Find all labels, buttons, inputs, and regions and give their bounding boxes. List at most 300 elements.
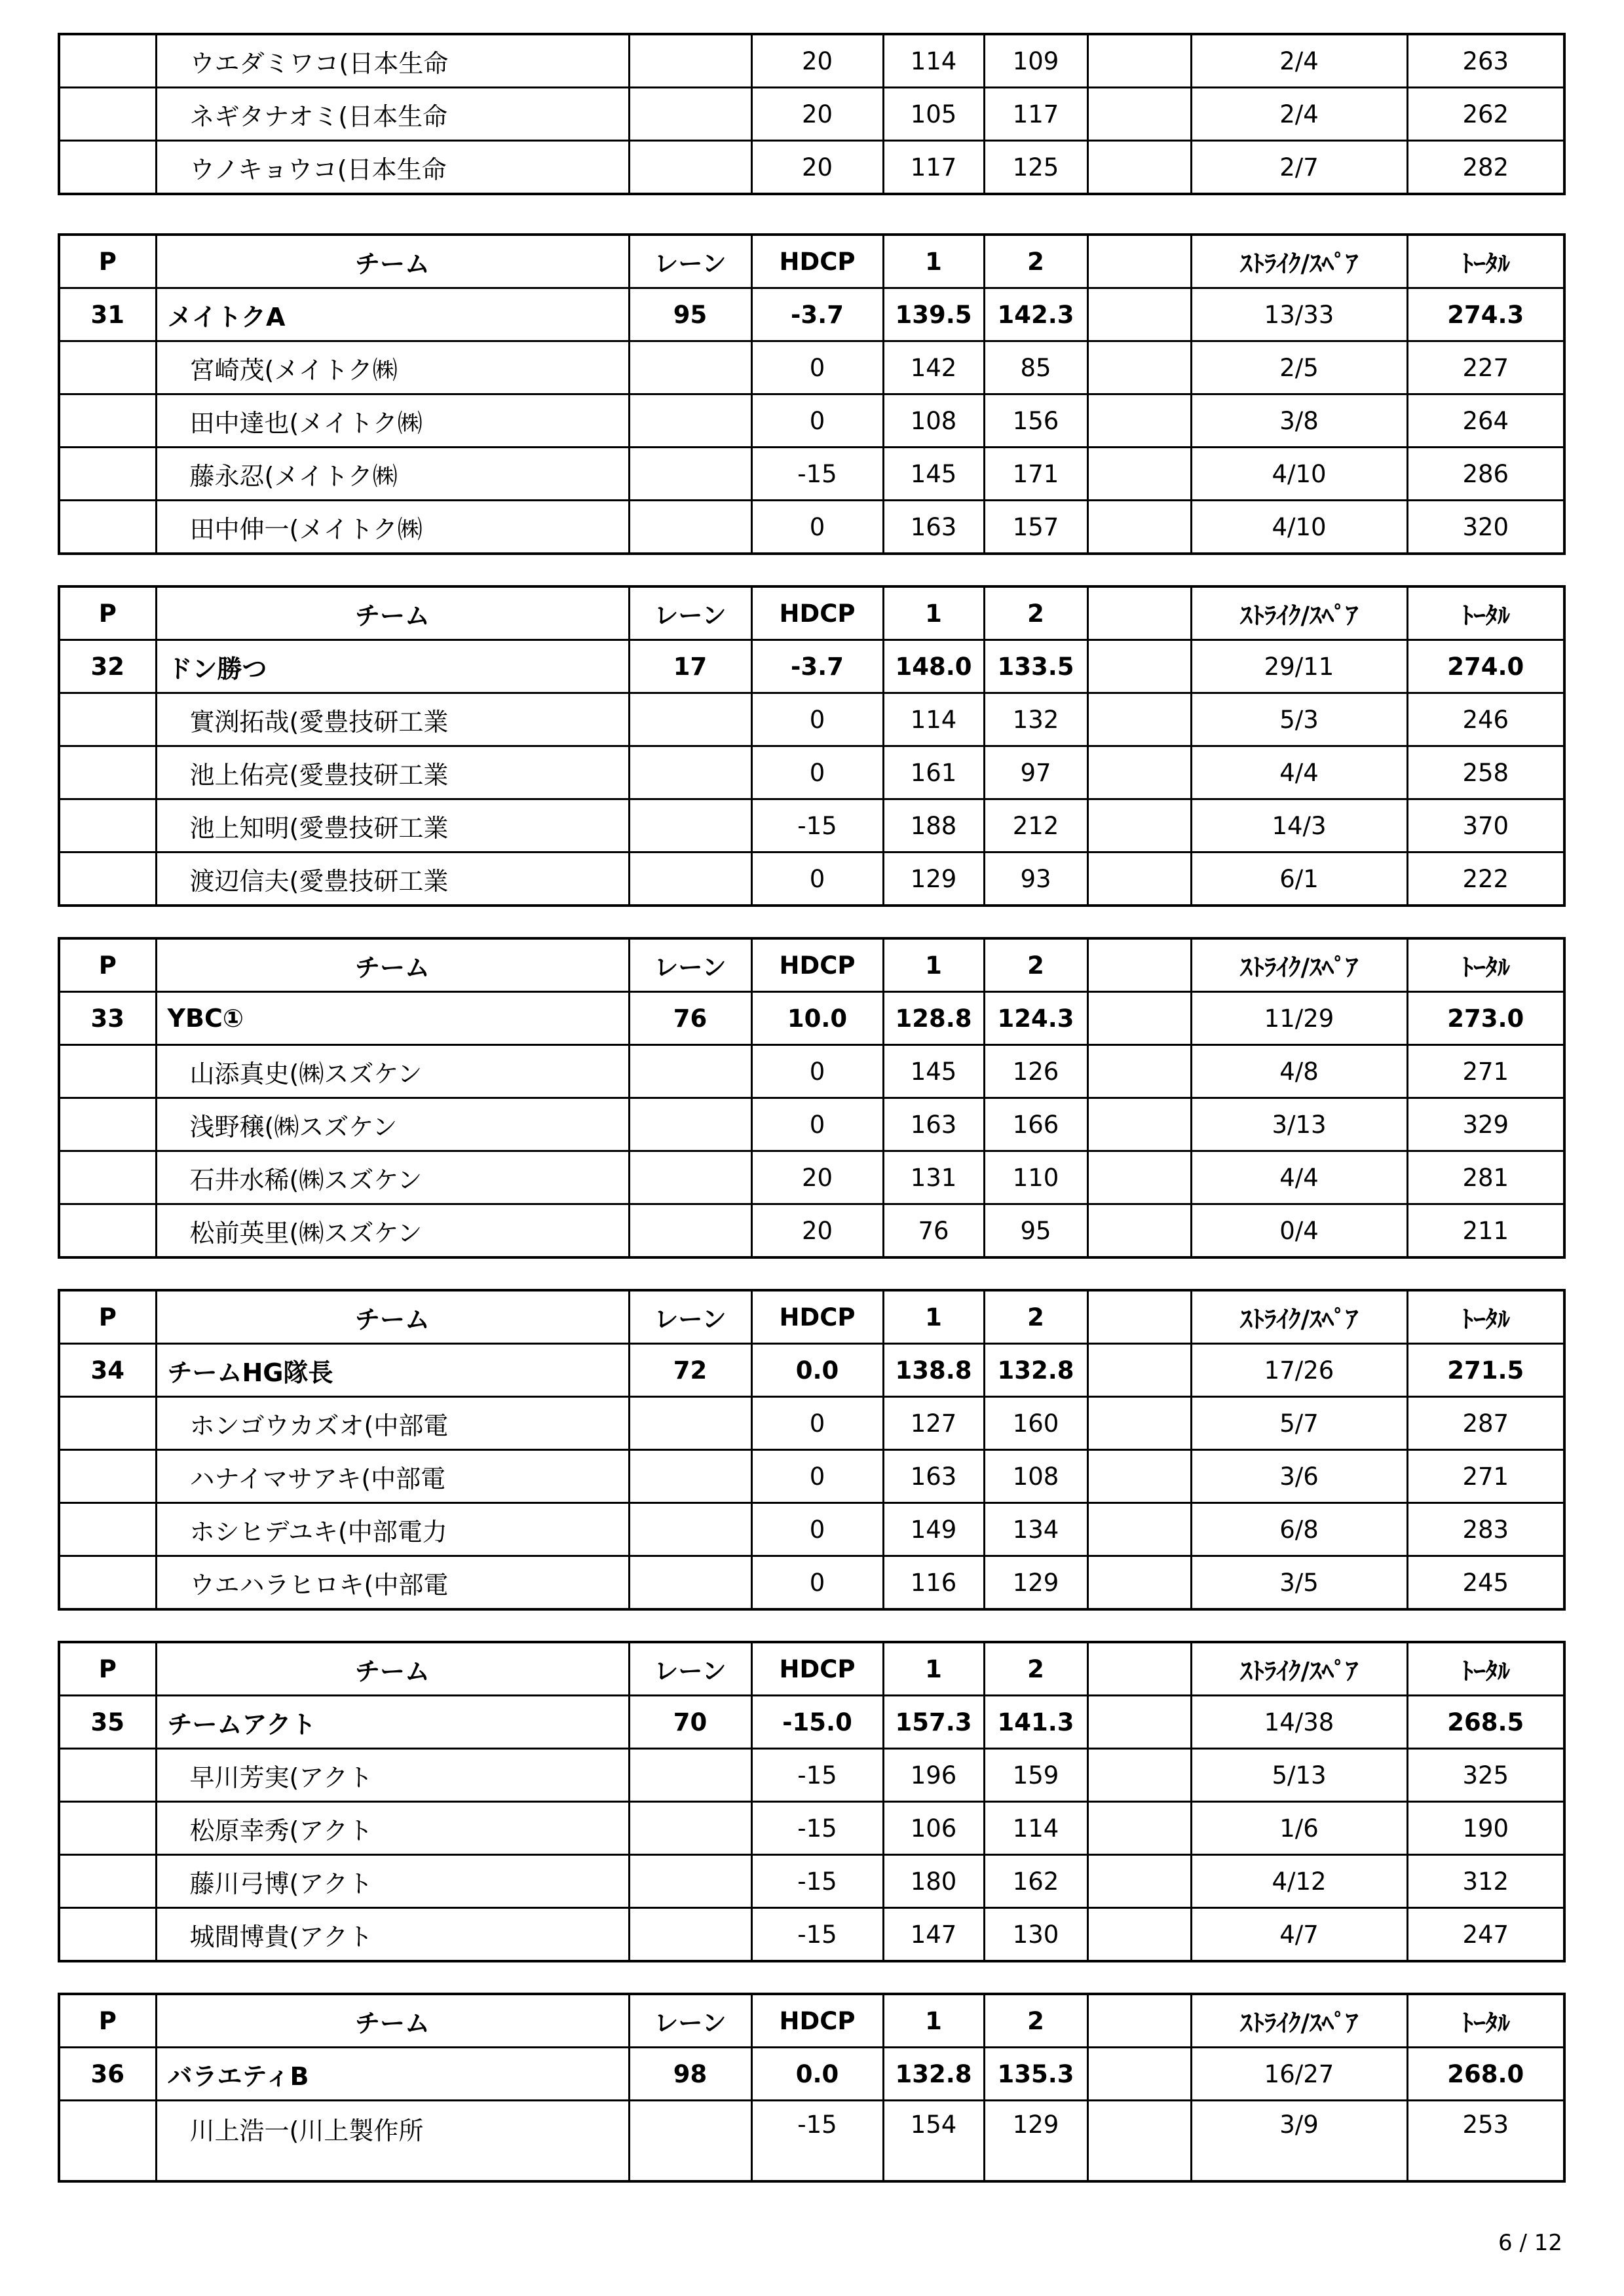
header-game-2: 2 bbox=[984, 938, 1087, 992]
player-row bbox=[59, 1450, 1564, 1503]
player-hdcp: 0 bbox=[751, 1450, 883, 1503]
player-strike-spare: 4/12 bbox=[1191, 1855, 1407, 1908]
player-lane bbox=[629, 501, 751, 554]
team-strike-spare: 11/29 bbox=[1191, 992, 1407, 1045]
player-row bbox=[59, 501, 1564, 554]
player-position bbox=[59, 394, 156, 448]
player-position bbox=[59, 799, 156, 852]
team-strike-spare: 29/11 bbox=[1191, 640, 1407, 693]
team-total: 274.0 bbox=[1407, 640, 1564, 693]
header-game-3 bbox=[1087, 1994, 1191, 2048]
player-lane bbox=[629, 394, 751, 448]
player-name: 實渕拓哉(愛豊技研工業 bbox=[156, 693, 629, 746]
player-name: ホンゴウカズオ(中部電 bbox=[156, 1397, 629, 1450]
team-total: 268.5 bbox=[1407, 1696, 1564, 1749]
player-game-1: 154 bbox=[883, 2101, 984, 2182]
player-name: ウノキョウコ(日本生命 bbox=[156, 141, 629, 195]
header-hdcp: HDCP bbox=[751, 938, 883, 992]
player-row bbox=[59, 448, 1564, 501]
header-game-1: 1 bbox=[883, 1290, 984, 1344]
header-team: チーム bbox=[156, 1994, 629, 2048]
player-game-2: 108 bbox=[984, 1450, 1087, 1503]
player-name: ハナイマサアキ(中部電 bbox=[156, 1450, 629, 1503]
page-number: 6 / 12 bbox=[1498, 2230, 1562, 2256]
player-total: 263 bbox=[1407, 34, 1564, 88]
player-game-1: 131 bbox=[883, 1151, 984, 1204]
player-position bbox=[59, 1045, 156, 1098]
player-hdcp: -15 bbox=[751, 1855, 883, 1908]
header-game-1: 1 bbox=[883, 235, 984, 288]
player-strike-spare: 2/4 bbox=[1191, 34, 1407, 88]
team-strike-spare: 13/33 bbox=[1191, 288, 1407, 341]
player-game-3 bbox=[1087, 1503, 1191, 1556]
player-game-2: 130 bbox=[984, 1908, 1087, 1962]
header-game-3 bbox=[1087, 1290, 1191, 1344]
player-position bbox=[59, 852, 156, 906]
header-lane: レーン bbox=[629, 938, 751, 992]
player-hdcp: 0 bbox=[751, 1503, 883, 1556]
player-lane bbox=[629, 1908, 751, 1962]
player-position bbox=[59, 746, 156, 799]
header-row bbox=[59, 938, 1564, 992]
player-game-1: 76 bbox=[883, 1204, 984, 1258]
player-game-2: 117 bbox=[984, 88, 1087, 141]
player-total: 246 bbox=[1407, 693, 1564, 746]
player-game-3 bbox=[1087, 852, 1191, 906]
team-lane: 17 bbox=[629, 640, 751, 693]
player-row bbox=[59, 1045, 1564, 1098]
header-row bbox=[59, 1290, 1564, 1344]
player-strike-spare: 6/8 bbox=[1191, 1503, 1407, 1556]
player-game-1: 163 bbox=[883, 1450, 984, 1503]
team-position: 36 bbox=[59, 2048, 156, 2101]
player-position bbox=[59, 1450, 156, 1503]
player-game-2: 95 bbox=[984, 1204, 1087, 1258]
player-strike-spare: 2/5 bbox=[1191, 341, 1407, 394]
player-lane bbox=[629, 1397, 751, 1450]
player-total: 258 bbox=[1407, 746, 1564, 799]
player-position bbox=[59, 448, 156, 501]
player-row bbox=[59, 394, 1564, 448]
team-row bbox=[59, 2048, 1564, 2101]
player-hdcp: 20 bbox=[751, 1204, 883, 1258]
player-game-2: 160 bbox=[984, 1397, 1087, 1450]
header-row bbox=[59, 1642, 1564, 1696]
team-table-35 bbox=[58, 1641, 1566, 1962]
player-lane bbox=[629, 341, 751, 394]
player-row bbox=[59, 799, 1564, 852]
team-row bbox=[59, 1696, 1564, 1749]
team-lane: 76 bbox=[629, 992, 751, 1045]
team-strike-spare: 17/26 bbox=[1191, 1344, 1407, 1397]
player-total: 283 bbox=[1407, 1503, 1564, 1556]
header-strike-spare: ｽﾄﾗｲｸ/ｽﾍﾟｱ bbox=[1191, 235, 1407, 288]
header-strike-spare: ｽﾄﾗｲｸ/ｽﾍﾟｱ bbox=[1191, 1290, 1407, 1344]
player-game-1: 106 bbox=[883, 1802, 984, 1855]
player-row bbox=[59, 1151, 1564, 1204]
player-name: 藤川弓博(アクト bbox=[156, 1855, 629, 1908]
team-position: 33 bbox=[59, 992, 156, 1045]
player-position bbox=[59, 1397, 156, 1450]
player-game-1: 145 bbox=[883, 1045, 984, 1098]
player-strike-spare: 0/4 bbox=[1191, 1204, 1407, 1258]
header-game-2: 2 bbox=[984, 1994, 1087, 2048]
player-game-2: 171 bbox=[984, 448, 1087, 501]
team-game-1: 157.3 bbox=[883, 1696, 984, 1749]
player-game-2: 110 bbox=[984, 1151, 1087, 1204]
player-total: 282 bbox=[1407, 141, 1564, 195]
header-lane: レーン bbox=[629, 1642, 751, 1696]
player-game-3 bbox=[1087, 34, 1191, 88]
team-game-3 bbox=[1087, 288, 1191, 341]
player-strike-spare: 2/7 bbox=[1191, 141, 1407, 195]
player-hdcp: -15 bbox=[751, 1749, 883, 1802]
header-p: P bbox=[59, 235, 156, 288]
team-name: メイトクA bbox=[156, 288, 629, 341]
player-game-2: 166 bbox=[984, 1098, 1087, 1151]
header-lane: レーン bbox=[629, 1994, 751, 2048]
header-strike-spare: ｽﾄﾗｲｸ/ｽﾍﾟｱ bbox=[1191, 1642, 1407, 1696]
team-game-2: 132.8 bbox=[984, 1344, 1087, 1397]
team-position: 31 bbox=[59, 288, 156, 341]
player-game-2: 159 bbox=[984, 1749, 1087, 1802]
player-game-3 bbox=[1087, 799, 1191, 852]
player-name: 松前英里(㈱スズケン bbox=[156, 1204, 629, 1258]
player-total: 222 bbox=[1407, 852, 1564, 906]
team-position: 35 bbox=[59, 1696, 156, 1749]
player-game-3 bbox=[1087, 1556, 1191, 1610]
player-game-2: 132 bbox=[984, 693, 1087, 746]
header-lane: レーン bbox=[629, 586, 751, 640]
team-game-2: 142.3 bbox=[984, 288, 1087, 341]
header-game-3 bbox=[1087, 938, 1191, 992]
player-total: 227 bbox=[1407, 341, 1564, 394]
player-game-1: 180 bbox=[883, 1855, 984, 1908]
team-game-1: 132.8 bbox=[883, 2048, 984, 2101]
player-game-1: 114 bbox=[883, 693, 984, 746]
player-lane bbox=[629, 1855, 751, 1908]
player-strike-spare: 4/10 bbox=[1191, 501, 1407, 554]
team-table-33 bbox=[58, 937, 1566, 1259]
team-strike-spare: 16/27 bbox=[1191, 2048, 1407, 2101]
player-hdcp: -15 bbox=[751, 1908, 883, 1962]
player-name: 田中伸一(メイトク㈱ bbox=[156, 501, 629, 554]
player-name: 田中達也(メイトク㈱ bbox=[156, 394, 629, 448]
header-total: ﾄｰﾀﾙ bbox=[1407, 1642, 1564, 1696]
player-lane bbox=[629, 1098, 751, 1151]
team-position: 34 bbox=[59, 1344, 156, 1397]
player-game-3 bbox=[1087, 1855, 1191, 1908]
team-game-2: 141.3 bbox=[984, 1696, 1087, 1749]
header-p: P bbox=[59, 1642, 156, 1696]
player-name: 藤永忍(メイトク㈱ bbox=[156, 448, 629, 501]
player-strike-spare: 2/4 bbox=[1191, 88, 1407, 141]
team-lane: 95 bbox=[629, 288, 751, 341]
player-lane bbox=[629, 141, 751, 195]
team-position: 32 bbox=[59, 640, 156, 693]
player-row bbox=[59, 141, 1564, 195]
player-hdcp: 20 bbox=[751, 1151, 883, 1204]
player-hdcp: -15 bbox=[751, 1802, 883, 1855]
player-position bbox=[59, 2101, 156, 2182]
player-game-1: 196 bbox=[883, 1749, 984, 1802]
player-lane bbox=[629, 746, 751, 799]
partial-team-table bbox=[58, 33, 1566, 195]
player-game-2: 134 bbox=[984, 1503, 1087, 1556]
player-name: 宮崎茂(メイトク㈱ bbox=[156, 341, 629, 394]
header-p: P bbox=[59, 1994, 156, 2048]
team-game-1: 139.5 bbox=[883, 288, 984, 341]
player-position bbox=[59, 1204, 156, 1258]
player-lane bbox=[629, 1045, 751, 1098]
player-hdcp: 0 bbox=[751, 746, 883, 799]
player-row bbox=[59, 1908, 1564, 1962]
header-row bbox=[59, 235, 1564, 288]
player-name: 池上知明(愛豊技研工業 bbox=[156, 799, 629, 852]
player-game-1: 114 bbox=[883, 34, 984, 88]
team-game-2: 135.3 bbox=[984, 2048, 1087, 2101]
player-total: 325 bbox=[1407, 1749, 1564, 1802]
player-position bbox=[59, 141, 156, 195]
team-total: 273.0 bbox=[1407, 992, 1564, 1045]
player-total: 287 bbox=[1407, 1397, 1564, 1450]
player-position bbox=[59, 341, 156, 394]
player-hdcp: 0 bbox=[751, 1556, 883, 1610]
player-game-3 bbox=[1087, 1802, 1191, 1855]
header-team: チーム bbox=[156, 586, 629, 640]
team-name: チームHG隊長 bbox=[156, 1344, 629, 1397]
player-position bbox=[59, 1855, 156, 1908]
player-hdcp: -15 bbox=[751, 799, 883, 852]
player-hdcp: -15 bbox=[751, 2101, 883, 2182]
header-game-1: 1 bbox=[883, 938, 984, 992]
player-strike-spare: 3/6 bbox=[1191, 1450, 1407, 1503]
player-game-1: 116 bbox=[883, 1556, 984, 1610]
player-total: 271 bbox=[1407, 1450, 1564, 1503]
header-p: P bbox=[59, 586, 156, 640]
player-row bbox=[59, 746, 1564, 799]
player-position bbox=[59, 1908, 156, 1962]
player-lane bbox=[629, 1450, 751, 1503]
header-hdcp: HDCP bbox=[751, 586, 883, 640]
player-lane bbox=[629, 1749, 751, 1802]
player-name: 池上佑亮(愛豊技研工業 bbox=[156, 746, 629, 799]
header-game-1: 1 bbox=[883, 586, 984, 640]
player-total: 264 bbox=[1407, 394, 1564, 448]
player-strike-spare: 6/1 bbox=[1191, 852, 1407, 906]
player-strike-spare: 4/10 bbox=[1191, 448, 1407, 501]
player-strike-spare: 3/13 bbox=[1191, 1098, 1407, 1151]
player-position bbox=[59, 1749, 156, 1802]
team-name: バラエティB bbox=[156, 2048, 629, 2101]
team-game-3 bbox=[1087, 2048, 1191, 2101]
player-strike-spare: 4/8 bbox=[1191, 1045, 1407, 1098]
player-game-2: 114 bbox=[984, 1802, 1087, 1855]
header-team: チーム bbox=[156, 938, 629, 992]
player-strike-spare: 3/9 bbox=[1191, 2101, 1407, 2182]
player-position bbox=[59, 88, 156, 141]
player-name: ネギタナオミ(日本生命 bbox=[156, 88, 629, 141]
player-total: 247 bbox=[1407, 1908, 1564, 1962]
team-total: 271.5 bbox=[1407, 1344, 1564, 1397]
player-row bbox=[59, 852, 1564, 906]
team-lane: 72 bbox=[629, 1344, 751, 1397]
player-game-3 bbox=[1087, 693, 1191, 746]
player-game-3 bbox=[1087, 448, 1191, 501]
player-game-3 bbox=[1087, 1749, 1191, 1802]
player-strike-spare: 3/8 bbox=[1191, 394, 1407, 448]
header-game-1: 1 bbox=[883, 1994, 984, 2048]
team-hdcp: -3.7 bbox=[751, 640, 883, 693]
team-row bbox=[59, 640, 1564, 693]
player-position bbox=[59, 501, 156, 554]
player-hdcp: 0 bbox=[751, 1397, 883, 1450]
header-hdcp: HDCP bbox=[751, 1290, 883, 1344]
team-hdcp: 0.0 bbox=[751, 1344, 883, 1397]
team-total: 274.3 bbox=[1407, 288, 1564, 341]
player-name: 早川芳実(アクト bbox=[156, 1749, 629, 1802]
player-total: 253 bbox=[1407, 2101, 1564, 2182]
player-hdcp: 0 bbox=[751, 1045, 883, 1098]
player-position bbox=[59, 1802, 156, 1855]
player-game-1: 163 bbox=[883, 501, 984, 554]
player-position bbox=[59, 1151, 156, 1204]
player-lane bbox=[629, 88, 751, 141]
player-game-2: 129 bbox=[984, 2101, 1087, 2182]
header-game-3 bbox=[1087, 235, 1191, 288]
header-game-3 bbox=[1087, 1642, 1191, 1696]
player-game-1: 127 bbox=[883, 1397, 984, 1450]
player-strike-spare: 5/7 bbox=[1191, 1397, 1407, 1450]
player-game-1: 147 bbox=[883, 1908, 984, 1962]
player-game-2: 93 bbox=[984, 852, 1087, 906]
player-name: 松原幸秀(アクト bbox=[156, 1802, 629, 1855]
header-strike-spare: ｽﾄﾗｲｸ/ｽﾍﾟｱ bbox=[1191, 586, 1407, 640]
player-game-3 bbox=[1087, 1151, 1191, 1204]
team-row bbox=[59, 992, 1564, 1045]
player-position bbox=[59, 1503, 156, 1556]
player-row bbox=[59, 1204, 1564, 1258]
player-name: ウエダミワコ(日本生命 bbox=[156, 34, 629, 88]
team-game-1: 128.8 bbox=[883, 992, 984, 1045]
player-total: 281 bbox=[1407, 1151, 1564, 1204]
player-game-3 bbox=[1087, 394, 1191, 448]
player-hdcp: 0 bbox=[751, 394, 883, 448]
player-name: 川上浩一(川上製作所 bbox=[156, 2101, 629, 2182]
player-hdcp: 20 bbox=[751, 34, 883, 88]
player-lane bbox=[629, 1151, 751, 1204]
team-table-34 bbox=[58, 1289, 1566, 1611]
player-game-2: 109 bbox=[984, 34, 1087, 88]
team-game-2: 133.5 bbox=[984, 640, 1087, 693]
player-lane bbox=[629, 448, 751, 501]
player-lane bbox=[629, 693, 751, 746]
player-total: 312 bbox=[1407, 1855, 1564, 1908]
team-game-1: 138.8 bbox=[883, 1344, 984, 1397]
player-strike-spare: 5/13 bbox=[1191, 1749, 1407, 1802]
team-strike-spare: 14/38 bbox=[1191, 1696, 1407, 1749]
team-game-3 bbox=[1087, 992, 1191, 1045]
player-hdcp: 0 bbox=[751, 341, 883, 394]
player-game-2: 125 bbox=[984, 141, 1087, 195]
header-game-2: 2 bbox=[984, 1290, 1087, 1344]
player-total: 329 bbox=[1407, 1098, 1564, 1151]
player-name: 石井水稀(㈱スズケン bbox=[156, 1151, 629, 1204]
player-total: 211 bbox=[1407, 1204, 1564, 1258]
player-hdcp: 0 bbox=[751, 693, 883, 746]
player-game-3 bbox=[1087, 1450, 1191, 1503]
player-strike-spare: 4/7 bbox=[1191, 1908, 1407, 1962]
player-position bbox=[59, 34, 156, 88]
player-position bbox=[59, 693, 156, 746]
player-total: 190 bbox=[1407, 1802, 1564, 1855]
header-strike-spare: ｽﾄﾗｲｸ/ｽﾍﾟｱ bbox=[1191, 938, 1407, 992]
player-lane bbox=[629, 2101, 751, 2182]
player-row bbox=[59, 34, 1564, 88]
player-game-1: 105 bbox=[883, 88, 984, 141]
header-strike-spare: ｽﾄﾗｲｸ/ｽﾍﾟｱ bbox=[1191, 1994, 1407, 2048]
header-hdcp: HDCP bbox=[751, 235, 883, 288]
player-game-1: 149 bbox=[883, 1503, 984, 1556]
player-game-2: 156 bbox=[984, 394, 1087, 448]
header-lane: レーン bbox=[629, 1290, 751, 1344]
header-p: P bbox=[59, 938, 156, 992]
header-hdcp: HDCP bbox=[751, 1642, 883, 1696]
player-row bbox=[59, 341, 1564, 394]
team-name: YBC① bbox=[156, 992, 629, 1045]
team-table-36 bbox=[58, 1993, 1566, 2183]
player-lane bbox=[629, 799, 751, 852]
team-name: ドン勝つ bbox=[156, 640, 629, 693]
header-game-2: 2 bbox=[984, 235, 1087, 288]
header-total: ﾄｰﾀﾙ bbox=[1407, 938, 1564, 992]
player-total: 286 bbox=[1407, 448, 1564, 501]
player-game-1: 117 bbox=[883, 141, 984, 195]
player-hdcp: 0 bbox=[751, 1098, 883, 1151]
player-game-1: 108 bbox=[883, 394, 984, 448]
header-lane: レーン bbox=[629, 235, 751, 288]
player-name: 渡辺信夫(愛豊技研工業 bbox=[156, 852, 629, 906]
player-game-3 bbox=[1087, 1045, 1191, 1098]
header-total: ﾄｰﾀﾙ bbox=[1407, 1290, 1564, 1344]
player-strike-spare: 1/6 bbox=[1191, 1802, 1407, 1855]
player-row bbox=[59, 1556, 1564, 1610]
team-lane: 98 bbox=[629, 2048, 751, 2101]
player-row bbox=[59, 2101, 1564, 2182]
player-game-1: 142 bbox=[883, 341, 984, 394]
player-total: 271 bbox=[1407, 1045, 1564, 1098]
header-game-1: 1 bbox=[883, 1642, 984, 1696]
header-game-3 bbox=[1087, 586, 1191, 640]
player-game-2: 129 bbox=[984, 1556, 1087, 1610]
team-hdcp: 10.0 bbox=[751, 992, 883, 1045]
team-game-3 bbox=[1087, 640, 1191, 693]
player-row bbox=[59, 1855, 1564, 1908]
player-strike-spare: 4/4 bbox=[1191, 746, 1407, 799]
header-team: チーム bbox=[156, 235, 629, 288]
header-team: チーム bbox=[156, 1290, 629, 1344]
player-game-3 bbox=[1087, 341, 1191, 394]
header-total: ﾄｰﾀﾙ bbox=[1407, 235, 1564, 288]
player-game-3 bbox=[1087, 501, 1191, 554]
team-table-31 bbox=[58, 233, 1566, 555]
player-row bbox=[59, 693, 1564, 746]
player-game-2: 126 bbox=[984, 1045, 1087, 1098]
player-game-3 bbox=[1087, 2101, 1191, 2182]
player-game-1: 129 bbox=[883, 852, 984, 906]
player-strike-spare: 14/3 bbox=[1191, 799, 1407, 852]
team-table-32 bbox=[58, 585, 1566, 907]
